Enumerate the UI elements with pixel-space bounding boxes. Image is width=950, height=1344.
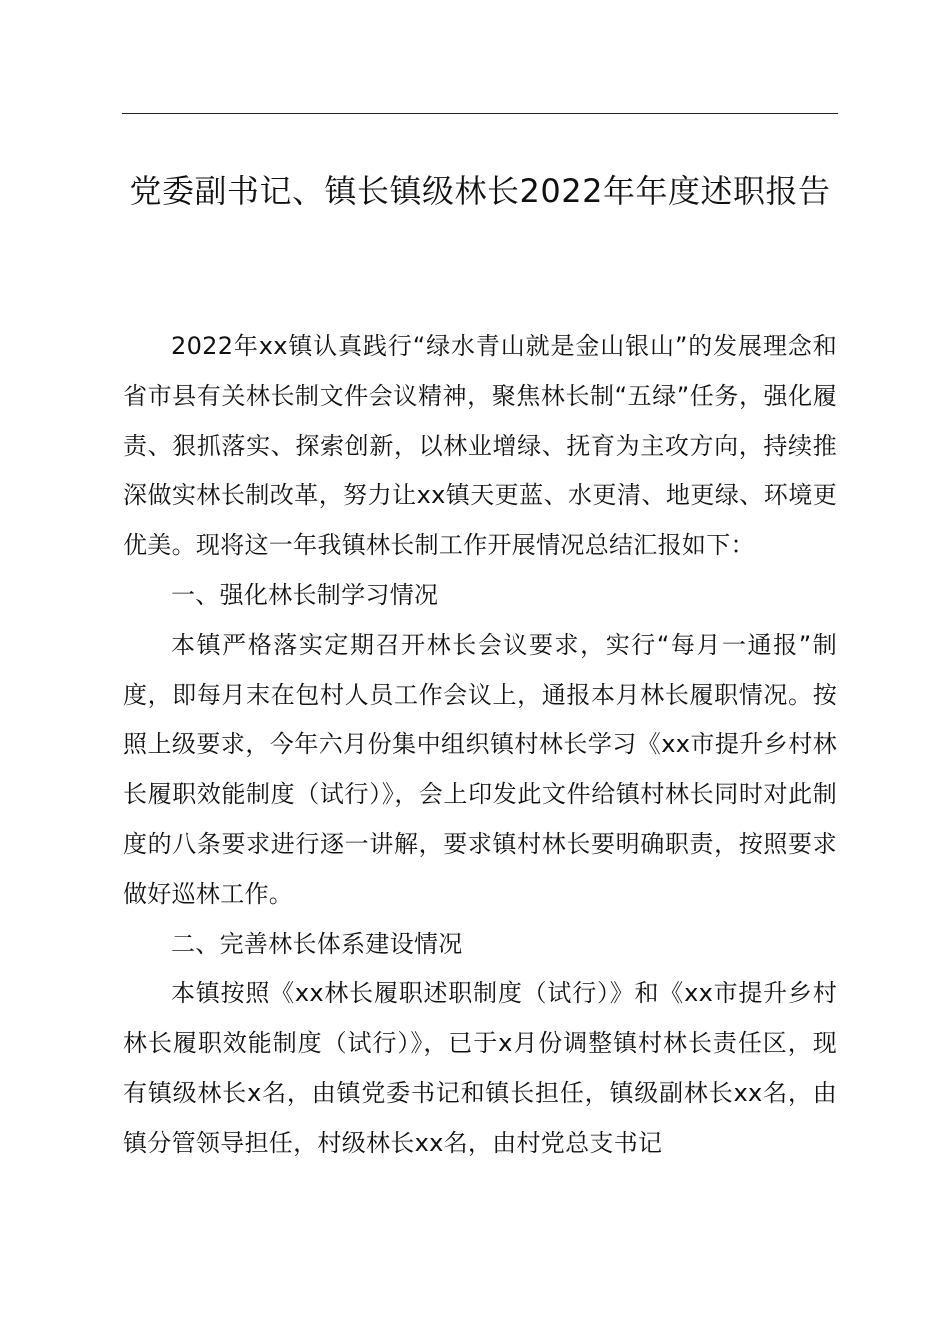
header-divider xyxy=(122,113,838,114)
section-heading-2: 二、完善林长体系建设情况 xyxy=(171,929,463,958)
section-1-paragraph: 本镇严格落实定期召开林长会议要求，实行“每月一通报”制度，即每月末在包村人员工作会议上，通报本月林长履职情况。按照上级要求，今年六月份集中组织镇村林长学习《xx市提升乡村林长履职效能制度（试行）》，会上印发此文件给镇村林长同时对此制度的八条要求进行逐一讲解，要求镇村林长要明确职责，按照要求做好巡林工作。 xyxy=(123,630,837,908)
document-body xyxy=(123,322,837,1169)
page-title: 党委副书记、镇长镇级林长2022年年度述职报告 xyxy=(129,172,831,210)
intro-paragraph: 2022年xx镇认真践行“绿水青山就是金山银山”的发展理念和省市县有关林长制文件会议精神，聚焦林长制“五绿”任务，强化履责、狠抓落实、探索创新，以林业增绿、抚育为主攻方向，持续推深做实林长制改革，努力让xx镇天更蓝、水更清、地更绿、环境更优美。现将这一年我镇林长制工作开展情况总结汇报如下： xyxy=(123,332,837,560)
section-2-paragraph: 本镇按照《xx林长履职述职制度（试行）》和《xx市提升乡村林长履职效能制度（试行）》，已于x月份调整镇村林长责任区，现有镇级林长x名，由镇党委书记和镇长担任，镇级副林长xx名，由镇分管领导担任，村级林长xx名，由村党总支书记 xyxy=(123,979,837,1157)
section-heading-1: 一、强化林长制学习情况 xyxy=(171,580,439,609)
